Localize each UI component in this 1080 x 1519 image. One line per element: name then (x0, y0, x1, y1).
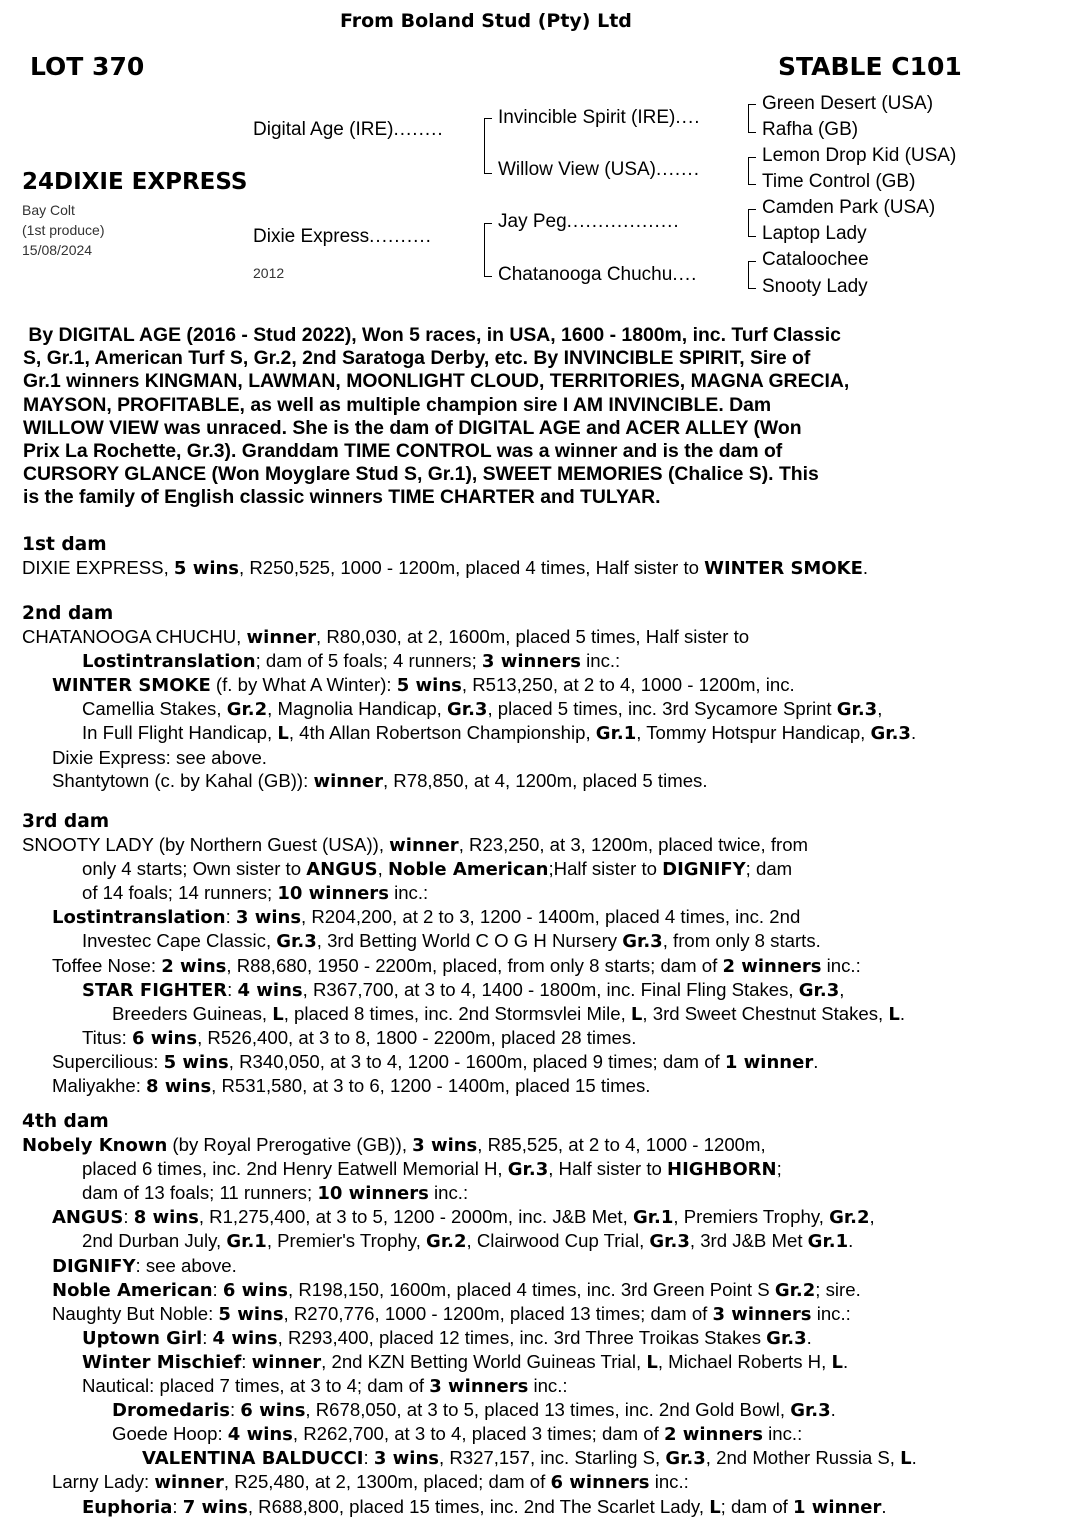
bold-text: Gr.3 (766, 1327, 807, 1349)
text: Shantytown (c. by Kahal (GB)): (52, 769, 314, 791)
text: inc.: (580, 650, 621, 672)
bold-text: Uptown Girl (82, 1327, 203, 1349)
pedigree-dam: Dixie Express.......... (253, 226, 432, 247)
text: , Tommy Hotspur Handicap, (636, 722, 871, 744)
family-line (22, 1470, 917, 1494)
text: Investec Cape Classic, (82, 930, 277, 952)
bold-text: 4 wins (227, 1424, 293, 1446)
family-line (22, 1495, 917, 1519)
family-line (22, 1446, 917, 1470)
text: , Half sister to (548, 1158, 668, 1180)
text: CHATANOOGA CHUCHU, (22, 626, 247, 648)
family-line (22, 1026, 905, 1050)
consignor-heading: From Boland Stud (Pty) Ltd (340, 10, 632, 32)
bold-text: 6 winners (550, 1472, 650, 1494)
text: , R78,850, at 4, 1200m, placed 5 times. (382, 769, 708, 791)
text: , R262,700, at 3 to 4, placed 3 times; dam of (292, 1423, 664, 1445)
text: Larny Lady: (52, 1471, 155, 1493)
bold-text: L (709, 1496, 721, 1518)
text: SNOOTY LADY (by Northern Guest (USA)), (22, 834, 390, 856)
bold-text: Gr.3 (649, 1231, 690, 1253)
pedigree-sire: Digital Age (IRE)........ (253, 119, 444, 140)
pedigree-dam-dam: Chatanooga Chuchu.... (498, 264, 698, 285)
text: Titus: (82, 1026, 132, 1048)
family-line (22, 697, 916, 721)
text: of 14 foals; 14 runners; (82, 882, 278, 904)
section-heading: 3rd dam (22, 811, 110, 832)
text: : see above. (135, 1254, 237, 1276)
text: , R23,250, at 3, 1200m, placed twice, from (458, 834, 809, 856)
family-line (22, 1254, 917, 1278)
text: Breeders Guineas, (112, 1002, 273, 1024)
bold-text: WINTER SMOKE (52, 675, 211, 697)
bold-text: Gr.3 (836, 699, 878, 721)
pedigree-gg-5: Camden Park (USA) (762, 197, 936, 218)
bold-text: Gr.3 (870, 723, 911, 745)
text: . (806, 1326, 812, 1348)
text: , 3rd J&B Met (689, 1230, 808, 1252)
summary-line: MAYSON, PROFITABLE, as well as multiple champion sire I AM INVINCIBLE. Dam (23, 393, 772, 416)
family-line (22, 1050, 905, 1074)
bold-text: 5 wins (396, 675, 462, 697)
family-line (22, 721, 916, 745)
text: . (862, 557, 869, 579)
bold-text: 6 wins (222, 1279, 289, 1301)
bold-text: winner (251, 1351, 322, 1373)
bold-text: L (646, 1351, 658, 1373)
text: ; dam of (720, 1495, 794, 1517)
bold-text: L (900, 1448, 912, 1470)
bold-text: Gr.3 (622, 931, 663, 953)
text: : (172, 1495, 183, 1517)
bold-text: 2 wins (161, 955, 227, 977)
text: , R526,400, at 3 to 8, 1800 - 2200m, placed 28 times. (197, 1026, 637, 1048)
pedigree-bracket (748, 209, 756, 237)
family-line (22, 978, 905, 1002)
pedigree-gg-4: Time Control (GB) (762, 171, 916, 192)
text: , 2nd Mother Russia S, (705, 1447, 901, 1469)
text: , R25,480, at 2, 1300m, placed; dam of (223, 1471, 551, 1493)
text: Toffee Nose: (52, 954, 162, 976)
text: . (911, 1447, 917, 1469)
stable-number: STABLE C101 (778, 52, 962, 81)
text: , Magnolia Handicap, (267, 698, 447, 720)
bold-text: Noble American (52, 1279, 213, 1301)
family-line (22, 1374, 917, 1398)
family-line (22, 625, 916, 649)
pedigree-dam-year: 2012 (253, 265, 285, 281)
text: Nautical: placed 7 times, at 3 to 4; dam of (82, 1375, 430, 1397)
bold-text: WINTER SMOKE (704, 558, 863, 580)
bold-text: DIGNIFY (662, 859, 746, 881)
family-line (22, 673, 916, 697)
family-line (22, 1205, 917, 1229)
text: , Premier's Trophy, (266, 1230, 427, 1252)
text: , from only 8 starts. (662, 930, 821, 952)
text: . (842, 1350, 849, 1372)
text: , (377, 858, 388, 880)
bold-text: Gr.3 (447, 699, 488, 721)
summary-line: WILLOW VIEW was unraced. She is the dam of DIGITAL AGE and ACER ALLEY (Won (23, 416, 802, 439)
bold-text: 1 winner (793, 1496, 882, 1518)
bold-text: Noble American (387, 859, 549, 881)
bold-text: 6 wins (131, 1027, 198, 1049)
bold-text: Gr.2 (426, 1231, 467, 1253)
text: , R367,700, at 3 to 4, 1400 - 1800m, inc. Final Fling Stakes, (302, 978, 799, 1000)
family-line (22, 954, 905, 978)
family-line (22, 1133, 917, 1157)
text: , 4th Allan Robertson Championship, (288, 722, 596, 744)
family-line (22, 929, 905, 953)
section-heading: 2nd dam (22, 603, 114, 624)
bold-text: 3 winners (712, 1303, 812, 1325)
text: , R270,776, 1000 - 1200m, placed 13 times; dam of (283, 1302, 713, 1324)
text: . (830, 1399, 836, 1421)
pedigree-bracket (484, 223, 492, 277)
bold-text: Gr.1 (226, 1231, 267, 1253)
text: ; dam (745, 858, 793, 880)
family-line (22, 1350, 917, 1374)
bold-text: 2 winners (722, 955, 822, 977)
bold-text: 10 winners (317, 1183, 429, 1205)
pedigree-bracket (748, 104, 756, 133)
family-line (22, 649, 916, 673)
text: dam of 13 foals; 11 runners; (82, 1182, 318, 1204)
text: . (813, 1050, 819, 1072)
text: , R293,400, placed 12 times, inc. 3rd Three Troikas Stakes (277, 1326, 767, 1348)
text: , R85,525, at 2 to 4, 1000 - 1200m, (477, 1134, 766, 1156)
text: inc.: (821, 954, 861, 976)
text: , R198,150, 1600m, placed 4 times, inc. 3rd Green Point S (288, 1278, 775, 1300)
bold-text: Gr.2 (829, 1207, 870, 1229)
text: ; sire. (815, 1278, 861, 1300)
pedigree-gg-3: Lemon Drop Kid (USA) (762, 145, 957, 166)
bold-text: L (831, 1351, 843, 1373)
text: , 3rd Betting World C O G H Nursery (316, 930, 623, 952)
family-line (22, 857, 905, 881)
text: inc.: (811, 1302, 851, 1324)
third-dam-section (22, 810, 905, 1098)
family-line (22, 1326, 917, 1350)
pedigree-bracket (484, 118, 492, 174)
family-line (22, 746, 916, 769)
family-line (22, 769, 916, 793)
family-line (22, 1181, 917, 1205)
bold-text: L (630, 1003, 643, 1025)
family-line (22, 1422, 917, 1446)
text: only 4 starts; Own sister to (82, 858, 307, 880)
summary-line: By DIGITAL AGE (2016 - Stud 2022), Won 5 races, in USA, 1600 - 1800m, inc. Turf Classic (23, 324, 841, 346)
family-line (22, 1302, 917, 1326)
bold-text: winner (389, 835, 459, 857)
text: : (229, 1399, 241, 1421)
text: inc.: (649, 1471, 689, 1493)
bold-text: winner (246, 627, 317, 649)
family-line (22, 1002, 905, 1026)
text: Supercilious: (52, 1050, 164, 1072)
lot-number: LOT 370 (30, 52, 145, 81)
family-line (22, 1278, 917, 1302)
text: DIXIE EXPRESS, (22, 557, 174, 579)
text: , 3rd Sweet Chestnut Stakes, (642, 1002, 889, 1024)
family-line (22, 1074, 905, 1098)
pedigree-gg-2: Rafha (GB) (762, 119, 859, 140)
bold-text: L (272, 1003, 284, 1025)
family-line (22, 881, 905, 905)
pedigree-gg-1: Green Desert (USA) (762, 93, 934, 114)
text: Dixie Express: see above. (52, 746, 267, 768)
bold-text: 5 wins (173, 558, 240, 580)
summary-line: CURSORY GLANCE (Won Moyglare Stud S, Gr.1), SWEET MEMORIES (Chalice S). This (23, 463, 819, 486)
text: , R678,050, at 3 to 5, placed 13 times, inc. 2nd Gold Bowl, (305, 1399, 791, 1421)
text: . (881, 1495, 887, 1517)
family-line (22, 833, 905, 857)
text: Maliyakhe: (52, 1075, 147, 1097)
text: , (839, 978, 845, 1000)
family-line (22, 556, 868, 580)
second-dam-section (22, 602, 916, 793)
text: , R80,030, at 2, 1600m, placed 5 times, Half sister to (316, 626, 750, 648)
text: (f. by What A Winter): (210, 674, 397, 696)
bold-text: 4 wins (212, 1327, 278, 1349)
bold-text: 3 winners (481, 651, 581, 673)
text: , R688,800, placed 15 times, inc. 2nd The Scarlet Lady, (247, 1495, 710, 1517)
bold-text: 5 wins (218, 1303, 284, 1325)
bold-text: Lostintranslation (52, 907, 226, 929)
family-line (22, 1398, 917, 1422)
text: , R340,050, at 3 to 4, 1200 - 1600m, placed 9 times; dam of (228, 1050, 725, 1072)
text: ;Half sister to (548, 858, 663, 880)
bold-text: ANGUS (306, 859, 378, 881)
bold-text: DIGNIFY (52, 1255, 136, 1277)
text: , Michael Roberts H, (657, 1350, 832, 1372)
bold-text: Gr.3 (798, 979, 840, 1001)
text: In Full Flight Handicap, (82, 722, 278, 744)
summary-line: S, Gr.1, American Turf S, Gr.2, 2nd Saratoga Derby, etc. By INVINCIBLE SPIRIT, Sire of (23, 347, 811, 370)
bold-text: 10 winners (277, 883, 389, 905)
text: (by Royal Prerogative (GB)), (167, 1134, 413, 1156)
bold-text: winner (313, 770, 383, 792)
pedigree-sire-sire: Invincible Spirit (IRE).... (498, 107, 701, 128)
bold-text: 8 wins (133, 1207, 199, 1229)
text: , (869, 1206, 875, 1228)
text: , (877, 698, 883, 720)
text: Goede Hoop: (112, 1423, 228, 1445)
text: inc.: (428, 1182, 469, 1204)
bold-text: VALENTINA BALDUCCI (142, 1448, 364, 1470)
bold-text: 2 winners (663, 1424, 763, 1446)
text: : (241, 1350, 252, 1372)
bold-text: 5 wins (163, 1051, 229, 1073)
text: , R88,680, 1950 - 2200m, placed, from only 8 starts; dam of (226, 954, 723, 976)
pedigree-gg-7: Cataloochee (762, 249, 869, 270)
bold-text: Gr.2 (774, 1279, 816, 1301)
bold-text: L (277, 723, 289, 745)
lot-horse-name: 24DIXIE EXPRESS (22, 169, 248, 195)
text: , R250,525, 1000 - 1200m, placed 4 times, Half sister to (239, 557, 705, 579)
bold-text: Gr.1 (595, 723, 637, 745)
bold-text: 1 winner (724, 1051, 814, 1073)
text: inc.: (388, 882, 429, 904)
bold-text: Dromedaris (112, 1400, 230, 1422)
bold-text: ANGUS (52, 1207, 124, 1229)
bold-text: L (888, 1003, 900, 1025)
bold-text: Nobely Known (22, 1135, 168, 1157)
bold-text: 4 wins (237, 979, 303, 1001)
text: : (225, 906, 236, 928)
text: : (363, 1447, 374, 1469)
pedigree-gg-6: Laptop Lady (762, 223, 867, 244)
bold-text: Gr.1 (807, 1231, 849, 1253)
text: : (202, 1326, 213, 1348)
pedigree-summary (23, 324, 1023, 510)
text: Camellia Stakes, (82, 698, 227, 720)
text: : (212, 1278, 223, 1300)
bold-text: Euphoria (82, 1496, 173, 1518)
text: , Premiers Trophy, (673, 1206, 830, 1228)
text: inc.: (763, 1423, 803, 1445)
bold-text: Gr.1 (632, 1207, 674, 1229)
text: : (123, 1206, 134, 1228)
text: , R513,250, at 2 to 4, 1000 - 1200m, inc. (461, 674, 795, 696)
pedigree-sire-dam: Willow View (USA)....... (498, 159, 700, 180)
text: : (227, 978, 238, 1000)
text: , Clairwood Cup Trial, (466, 1230, 650, 1252)
text: inc.: (528, 1375, 568, 1397)
text: placed 6 times, inc. 2nd Henry Eatwell Memorial H, (82, 1158, 508, 1180)
family-line (22, 905, 905, 929)
fourth-dam-section (22, 1110, 917, 1519)
bold-text: HIGHBORN (667, 1159, 777, 1181)
summary-line: Prix La Rochette, Gr.3). Granddam TIME CONTROL was a winner and is the dam of (23, 440, 783, 463)
bold-text: Gr.3 (507, 1159, 549, 1181)
bold-text: STAR FIGHTER (82, 979, 228, 1001)
section-heading: 4th dam (22, 1111, 109, 1132)
text: . (899, 1002, 906, 1024)
bold-text: Winter Mischief (82, 1351, 242, 1373)
pedigree-dam-sire: Jay Peg.................. (498, 211, 680, 232)
bold-text: winner (154, 1472, 224, 1494)
bold-text: Gr.3 (665, 1448, 706, 1470)
text: , placed 8 times, inc. 2nd Stormsvlei Mile, (283, 1002, 631, 1024)
bold-text: Lostintranslation (82, 651, 256, 673)
bold-text: 3 wins (412, 1135, 478, 1157)
bold-text: 8 wins (146, 1076, 212, 1098)
text: , R327,157, inc. Starling S, (438, 1447, 666, 1469)
text: . (848, 1230, 854, 1252)
pedigree-gg-8: Snooty Lady (762, 276, 868, 297)
bold-text: 3 winners (429, 1376, 529, 1398)
text: , R531,580, at 3 to 6, 1200 - 1400m, placed 15 times. (211, 1075, 651, 1097)
text: . (910, 722, 917, 744)
family-line (22, 1157, 917, 1181)
horse-sex: Bay Colt (22, 202, 75, 218)
bold-text: 3 wins (373, 1448, 439, 1470)
summary-line: Gr.1 winners KINGMAN, LAWMAN, MOONLIGHT CLOUD, TERRITORIES, MAGNA GRECIA, (23, 370, 850, 393)
date-of-birth: 15/08/2024 (22, 242, 93, 258)
pedigree-bracket (748, 157, 756, 185)
text: 2nd Durban July, (82, 1230, 227, 1252)
section-heading: 1st dam (22, 534, 107, 555)
family-line (22, 1229, 917, 1253)
first-dam-section (22, 533, 868, 580)
text: , R1,275,400, at 3 to 5, 1200 - 2000m, inc. J&B Met, (198, 1206, 633, 1228)
summary-line: is the family of English classic winners TIME CHARTER and TULYAR. (23, 486, 661, 509)
bold-text: 6 wins (240, 1400, 306, 1422)
bold-text: Gr.3 (790, 1400, 831, 1422)
text: , R204,200, at 2 to 3, 1200 - 1400m, placed 4 times, inc. 2nd (301, 906, 801, 928)
bold-text: 7 wins (182, 1496, 248, 1518)
text: ; (776, 1158, 782, 1180)
text: , placed 5 times, inc. 3rd Sycamore Sprint (487, 698, 837, 720)
bold-text: 3 wins (235, 907, 302, 929)
produce-note: (1st produce) (22, 222, 105, 238)
text: Naughty But Noble: (52, 1302, 219, 1324)
bold-text: Gr.3 (276, 931, 317, 953)
text: , 2nd KZN Betting World Guineas Trial, (321, 1350, 647, 1372)
text: ; dam of 5 foals; 4 runners; (255, 650, 482, 672)
bold-text: Gr.2 (226, 699, 268, 721)
pedigree-bracket (748, 261, 756, 289)
